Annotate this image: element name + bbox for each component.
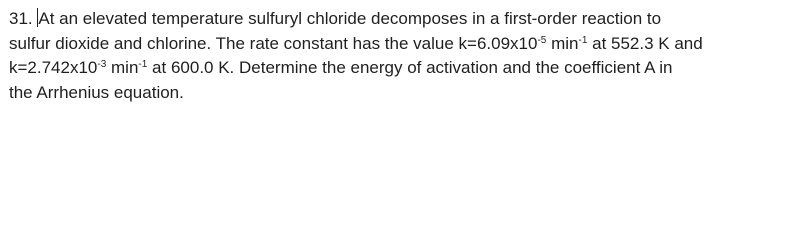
problem-line-2 bbox=[9, 32, 795, 57]
problem-line-3-text-a: k=2.742x10 bbox=[9, 58, 98, 77]
exponent-min-1: -1 bbox=[578, 34, 588, 46]
problem-line-4: the Arrhenius equation. bbox=[9, 82, 184, 102]
problem-line-2-text-b: min bbox=[546, 33, 579, 53]
problem-number: 31. bbox=[9, 9, 33, 28]
problem-line-3-text-c: at 600.0 K. Determine the energy of activation and the coefficient A in bbox=[147, 58, 673, 77]
problem-line-3-text-b: min bbox=[106, 58, 139, 77]
exponent-rate-constant-2: -3 bbox=[97, 59, 107, 70]
problem-line-2-text-a: sulfur dioxide and chlorine. The rate constant has the value k=6.09x10 bbox=[9, 33, 538, 53]
problem-line-2-text-c: at 552.3 K and bbox=[587, 33, 703, 53]
problem-text bbox=[9, 7, 795, 105]
exponent-rate-constant-1: -5 bbox=[537, 34, 547, 46]
problem-line-1 bbox=[9, 7, 795, 32]
problem-line-1-text: At an elevated temperature sulfuryl chloride decomposes in a first-order reaction to bbox=[38, 9, 662, 28]
exponent-min-2: -1 bbox=[138, 59, 148, 70]
problem-line-3 bbox=[9, 56, 795, 81]
